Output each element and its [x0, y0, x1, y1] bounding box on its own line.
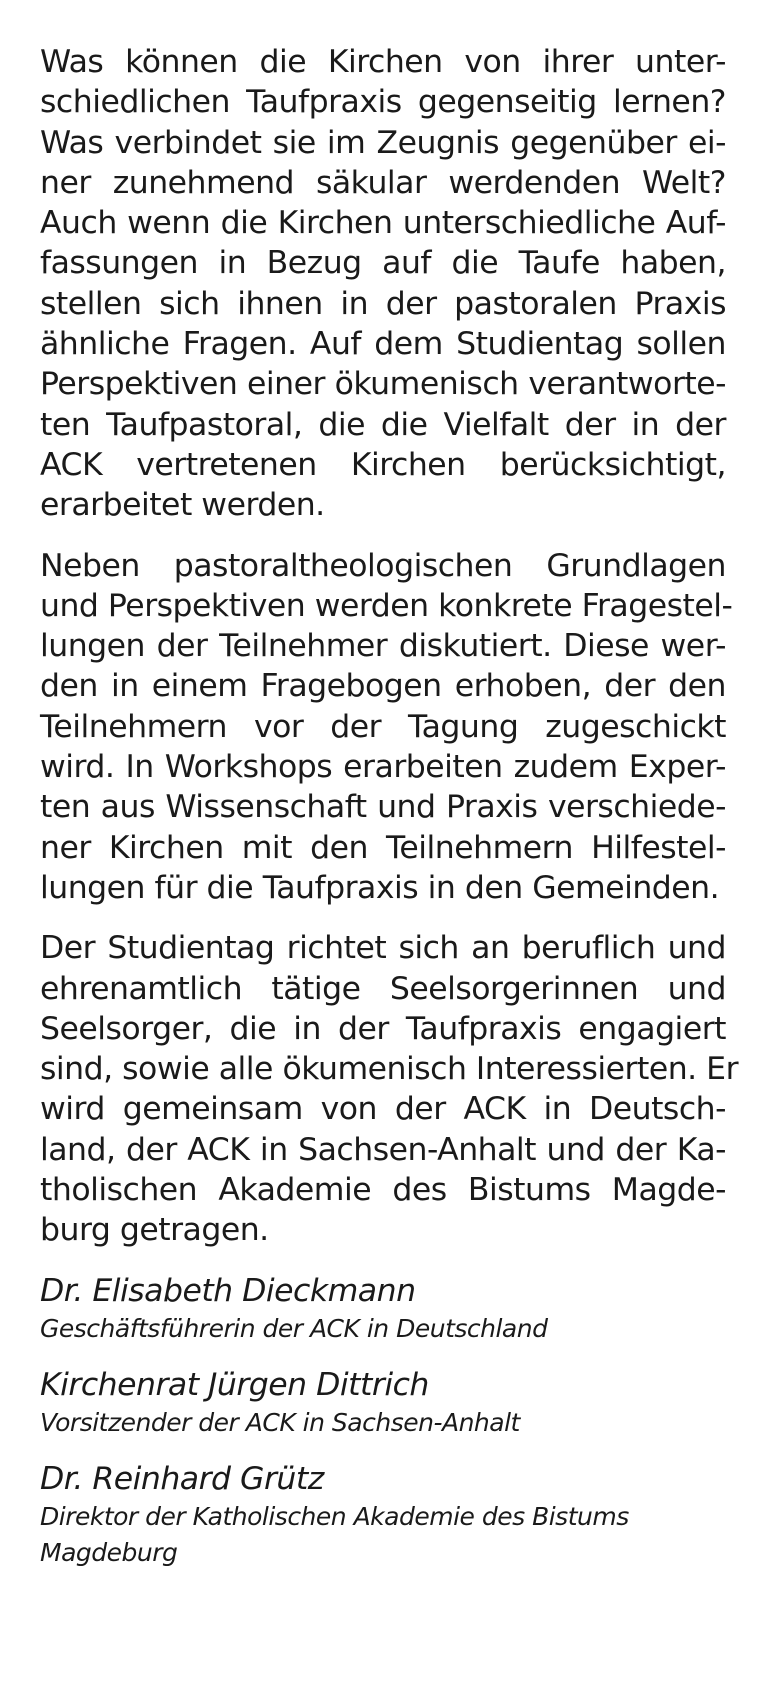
text-line: burg getragen.	[40, 1212, 269, 1249]
text-line: Auch wenn die Kirchen unterschiedliche Auf-	[40, 205, 726, 242]
text-line: Seelsorger, die in der Taufpraxis engagiert	[40, 1010, 726, 1047]
text-line: ähnliche Fragen. Auf dem Studientag sollen	[40, 326, 726, 363]
signatory-name: Kirchenrat Jürgen Dittrich	[40, 1366, 429, 1403]
signatory-name: Dr. Reinhard Grütz	[40, 1460, 324, 1497]
document-page	[40, 42, 739, 1589]
text-line: Der Studientag richtet sich an beruflich und	[40, 930, 726, 967]
text-line: ten aus Wissenschaft und Praxis verschiede-	[40, 789, 726, 826]
text-line: erarbeitet werden.	[40, 487, 325, 524]
text-line: ner zunehmend säkular werdenden Welt?	[40, 164, 726, 201]
signature-gruetz	[40, 1459, 726, 1571]
text-line: Perspektiven einer ökumenisch verantworte-	[40, 366, 726, 403]
text-line: fassungen in Bezug auf die Taufe haben,	[40, 245, 726, 282]
signatory-role: Geschäftsführerin der ACK in Deutschland	[40, 1313, 548, 1343]
text-line: und Perspektiven werden konkrete Fragestel-	[40, 587, 733, 624]
signature-block	[40, 1271, 726, 1571]
signatory-role: Direktor der Katholischen Akademie des Bistums	[40, 1501, 629, 1531]
paragraph-1	[40, 42, 726, 526]
signature-dieckmann	[40, 1271, 726, 1347]
text-line: lungen für die Taufpraxis in den Gemeinden.	[40, 869, 720, 906]
text-line: Neben pastoraltheologischen Grundlagen	[40, 547, 726, 584]
signatory-role: Magdeburg	[40, 1537, 178, 1567]
paragraph-2	[40, 546, 733, 909]
signatory-role: Vorsitzender der ACK in Sachsen-Anhalt	[40, 1407, 520, 1437]
signature-dittrich	[40, 1365, 726, 1441]
paragraph-3	[40, 928, 739, 1250]
text-line: Was können die Kirchen von ihrer unter-	[40, 44, 726, 80]
text-line: Was verbindet sie im Zeugnis gegenüber ei-	[40, 124, 726, 161]
text-line: ACK vertretenen Kirchen berücksichtigt,	[40, 446, 726, 483]
text-line: tholischen Akademie des Bistums Magde-	[40, 1172, 726, 1209]
text-line: land, der ACK in Sachsen-Anhalt und der Ka-	[40, 1131, 726, 1168]
text-line: ner Kirchen mit den Teilnehmern Hilfestel-	[40, 829, 726, 866]
text-line: schiedlichen Taufpraxis gegenseitig lernen?	[40, 84, 726, 121]
signatory-name: Dr. Elisabeth Dieckmann	[40, 1272, 416, 1309]
text-line: lungen der Teilnehmer diskutiert. Diese wer-	[40, 628, 726, 665]
text-line: sind, sowie alle ökumenisch Interessierten. Er	[40, 1051, 739, 1088]
text-line: wird. In Workshops erarbeiten zudem Exper-	[40, 749, 726, 786]
text-line: Teilnehmern vor der Tagung zugeschickt	[40, 708, 726, 745]
text-line: ten Taufpastoral, die die Vielfalt der in der	[40, 406, 726, 443]
text-line: ehrenamtlich tätige Seelsorgerinnen und	[40, 970, 726, 1007]
text-line: wird gemeinsam von der ACK in Deutsch-	[40, 1091, 726, 1128]
text-line: den in einem Fragebogen erhoben, der den	[40, 668, 726, 705]
text-line: stellen sich ihnen in der pastoralen Praxis	[40, 285, 726, 322]
